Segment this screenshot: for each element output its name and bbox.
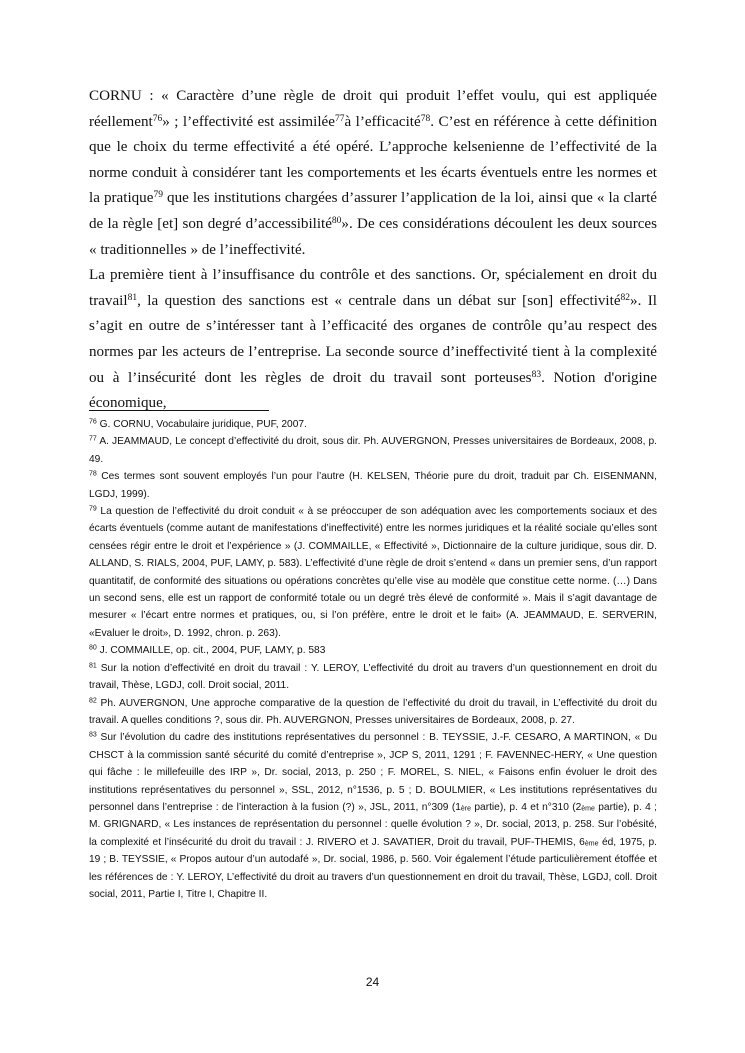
footnote-77 [89,433,657,468]
footnote-ref-83[interactable]: 83 [531,369,542,380]
footnote-text: J. COMMAILLE, op. cit., 2004, PUF, LAMY, p. 583 [96,645,326,657]
footnote-ref-80[interactable]: 80 [331,215,342,226]
footnote-ref-78[interactable]: 78 [420,113,431,124]
footnote-text: La question de l’effectivité du droit conduit « à se préoccuper de son adéquation avec les comportements sociaux et des écarts éventuels (comme autant de manifestations d’ineffectivité) entre les normes juridiques et la réalité sociale qu’elles sont censées régir entre le droit et l’expérience » (J. COMMAILLE, « Effectivité », Dictionnaire de la culture juridique, sous dir. D. ALLAND, S. RIALS, 2004, PUF, LAMY, p. 583). L’effectivité d’une règle de droit s’entend « dans un premier sens, d’un rapport quantitatif, de conformité des situations ou opérations concrètes qu’elle vise au modèle que constitue cette norme. (…) Dans un second sens, elle est un rapport de conformité totale ou un degré très élevé de conformité ». Mais il s’agit davantage de mesurer « l’écart entre normes et pratiques, ou, si l’on préfère, entre le droit et le fait» (A. JEAMMAUD, E. SERVERIN, «Evaluer le droit», D. 1992, chron. p. 263). [89,506,657,639]
footnote-80 [89,642,657,659]
paragraph-1 [89,84,657,263]
text-run: . Notion d'origine économique, [89,369,657,412]
main-text [89,84,657,417]
ordinal-suffix: ème [584,840,599,848]
footnote-number: 81 [89,662,97,670]
text-run: » ; l’effectivité est assimilée [162,113,335,130]
footnote-number: 82 [89,697,97,704]
footnote-text: Sur la notion d’effectivité en droit du travail : Y. LEROY, L’effectivité du droit au travers d’un questionnement en droit du travail, Thèse, LGDJ, coll. Droit social, 2011. [89,662,657,692]
footnote-text: A. JEAMMAUD, Le concept d’effectivité du droit, sous dir. Ph. AUVERGNON, Presses universitaires de Bordeaux, 2008, p. 49. [89,436,657,465]
text-run: ». Il s’agit en outre de s’intéresser tant à l’efficacité des organes de contrôle qu’au respect des normes par les acteurs de l’entreprise. La seconde source d’ineffectivité tient à la complexité ou à l’insécurité dont les règles de droit du travail sont porteuses [89,292,657,386]
text-run: , la question des sanctions est « centrale dans un débat sur [son] effectivité [137,292,621,309]
footnote-78 [89,468,657,503]
footnote-82 [89,695,657,730]
page-number: 24 [365,975,380,989]
text-run: ». De ces considérations découlent les deux sources « traditionnelles » de l’ineffectivité. [89,215,657,258]
footnote-ref-81[interactable]: 81 [127,292,138,303]
footnote-83 [89,729,657,903]
footnote-text: G. CORNU, Vocabulaire juridique, PUF, 2007. [96,419,307,430]
footnote-text: Ph. AUVERGNON, Une approche comparative de la question de l’effectivité du droit du travail, in L’effectivité du droit du travail. A quelles conditions ?, sous dir. Ph. AUVERGNON, Presses universitaires de Bordeaux, 2008, p. 27. [89,697,657,726]
footnote-text: éd, 1975, p. 19 ; B. TEYSSIE, « Propos autour d’un autodafé », Dr. social, 1986, p. 560. Voir également l’étude particulièrement étoffée et les références de : Y. LEROY, L’effectivité du droit au travers d’un questionnement en droit du travail, Thèse, LGDJ, coll. Droit social, 2011, Partie I, Titre I, Chapitre II. [89,836,657,900]
footnote-number: 77 [89,435,97,443]
footnotes [89,416,657,903]
paragraph-2 [89,263,657,417]
text-run: . C’est en référence à cette définition que le choix du terme effectivité a été opéré. L’approche kelsenienne de l’effectivité de la norme conduit à considérer tant les comportements et les écarts éventuels entre les normes et la pratique [89,113,657,207]
ordinal-suffix: ème [581,805,595,813]
footnote-79 [89,503,657,642]
footnote-number: 78 [89,470,97,478]
footnote-text: Ces termes sont souvent employés l’un pour l’autre (H. KELSEN, Théorie pure du droit, traduit par Ch. EISENMANN, LGDJ, 1999). [89,471,657,500]
footnote-ref-79[interactable]: 79 [153,190,163,201]
ordinal-suffix: ère [460,805,472,813]
footnote-number: 76 [89,418,97,426]
footnote-ref-82[interactable]: 82 [620,292,631,303]
footnote-number: 80 [89,644,97,652]
footnote-ref-76[interactable]: 76 [152,113,163,124]
footnote-number: 79 [89,505,97,513]
text-run: à l’efficacité [344,113,421,130]
footnote-text: Sur l’évolution du cadre des institutions représentatives du personnel : B. TEYSSIE, J.-F. CESARO, A MARTINON, « Du CHSCT à la commission santé sécurité du comité d’entreprise », JCP S, 2011, 1291 ; F. FAVENNEC-HERY, « Une question qui fâche : le millefeuille des IRP », Dr. social, 2013, p. 250 ; F. MOREL, S. NIEL, « Faisons enfin évoluer le droit des institutions représentatives du personnel », SSL, 2012, n°1536, p. 5 ; D. BOULMIER, « Les institutions représentatives du personnel dans l’entreprise : de l’interaction à la fusion (?) », JSL, 2011, n°309 (1 [89,732,657,813]
footnote-separator [89,410,269,411]
text-run: que les institutions chargées d’assurer l’application de la loi, ainsi que « la clarté de la règle [et] son degré d’accessibilité [89,190,657,232]
footnote-text: partie), p. 4 ; M. GRIGNARD, « Les instances de représentation du personnel : quelle évolution ? », Dr. social, 2013, p. 258. Sur l’obésité, la complexité et l’insécurité du droit du travail : J. RIVERO et J. SAVATIER, Droit du travail, PUF-THEMIS, 6 [89,801,658,848]
footnote-number: 83 [89,731,97,739]
text-run: CORNU : « Caractère d’une règle de droit qui produit l’effet voulu, qui est appliquée réellement [89,88,657,130]
footnote-text: partie), p. 4 et n°310 (2 [471,801,582,813]
text-run: La première tient à l’insuffisance du contrôle et des sanctions. Or, spécialement en droit du travail [89,267,657,309]
footnote-ref-77[interactable]: 77 [334,113,345,124]
footnote-76 [89,416,657,433]
footnote-81 [89,660,657,695]
